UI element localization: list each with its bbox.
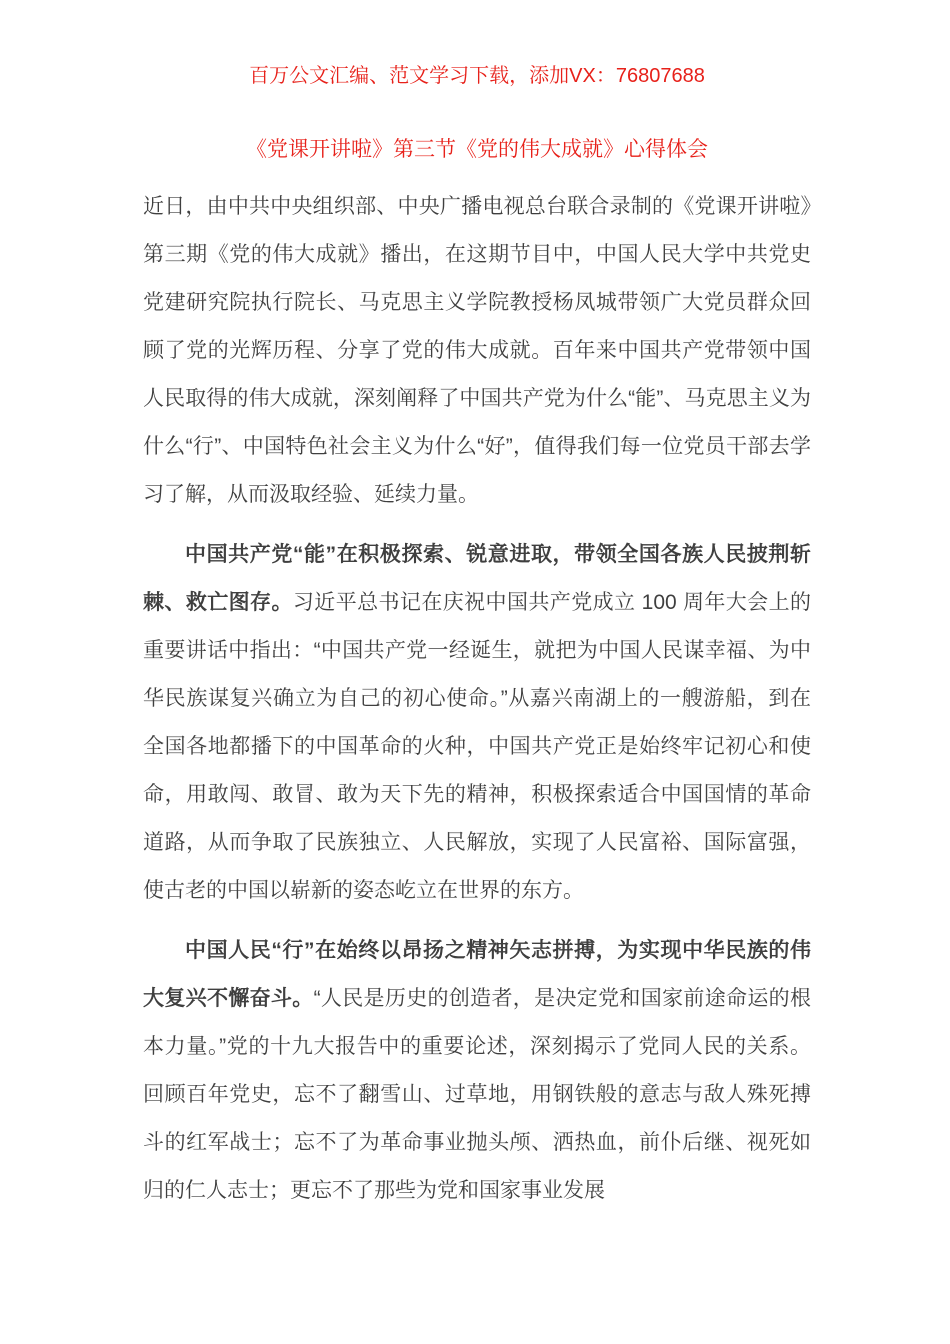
paragraph-text: “人民是历史的创造者，是决定党和国家前途命运的根本力量。”党的十九大报告中的重要论述，深刻揭示了党同人民的关系。回顾百年党史，忘不了翻雪山、过草地，用钢铁般的意志与敌人殊死搏斗的红军战士；忘不了为革命事业抛头颅、洒热血，前仆后继、视死如归的仁人志士；更忘不了那些为党和国家事业发展 <box>143 987 812 1202</box>
paragraph <box>143 531 811 915</box>
document-title: 《党课开讲啦》第三节《党的伟大成就》心得体会 <box>246 138 708 161</box>
paragraph-text: 习近平总书记在庆祝中国共产党成立 100 周年大会上的重要讲话中指出：“中国共产党一经诞生，就把为中国人民谋幸福、为中华民族谋复兴确立为自己的初心使命。”从嘉兴南湖上的一艘游船，到在全国各地都播下的中国革命的火种，中国共产党正是始终牢记初心和使命，用敢闯、敢冒、敢为天下先的精神，积极探索适合中国国情的革命道路，从而争取了民族独立、人民解放，实现了人民富裕、国际富强，使古老的中国以崭新的姿态屹立在世界的东方。 <box>143 591 811 902</box>
paragraph-lead-bold: 中国人民“行”在始终以昂扬之精神矢志拼搏，为实现中华民族的伟大复兴不懈奋斗。 <box>143 939 811 1010</box>
paragraph-text: 近日，由中共中央组织部、中央广播电视总台联合录制的《党课开讲啦》第三期《党的伟大成就》播出，在这期节目中，中国人民大学中共党史党建研究院执行院长、马克思主义学院教授杨凤城带领广大党员群众回顾了党的光辉历程、分享了党的伟大成就。百年来中国共产党带领中国人民取得的伟大成就，深刻阐释了中国共产党为什么“能”、马克思主义为什么“行”、中国特色社会主义为什么“好”，值得我们每一位党员干部去学习了解，从而汲取经验、延续力量。 <box>143 195 811 506</box>
paragraph <box>143 183 811 519</box>
paragraph <box>143 927 811 1215</box>
paragraph-lead-bold: 中国共产党“能”在积极探索、锐意进取，带领全国各族人民披荆斩棘、救亡图存。 <box>143 543 811 614</box>
promo-banner: 百万公文汇编、范文学习下载，添加VX：76807688 <box>249 65 705 87</box>
